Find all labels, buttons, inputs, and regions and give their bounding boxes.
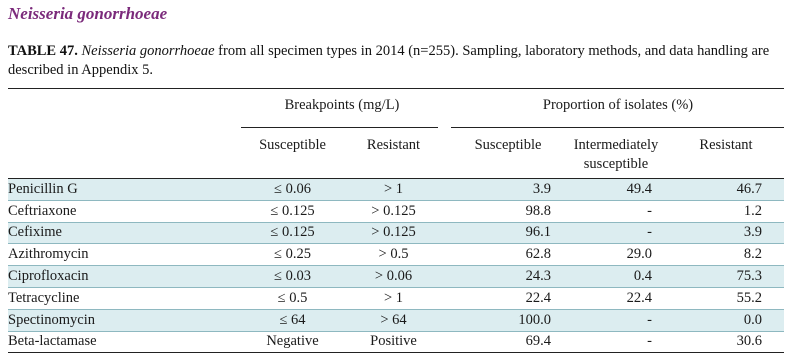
susceptible-value: 3.9	[532, 180, 551, 197]
bp-resistant-value: > 64	[345, 309, 442, 331]
proportion-group-rule	[451, 127, 784, 128]
intermediate-value: -	[647, 224, 652, 241]
bp-resistant-value: > 0.125	[345, 200, 442, 222]
susceptible-value: 62.8	[525, 246, 551, 263]
resistant-value: 75.3	[736, 268, 762, 285]
table-row	[8, 287, 784, 309]
resistance-table	[8, 178, 784, 353]
table-row	[8, 331, 784, 353]
table-row	[8, 222, 784, 244]
p-intermediate-header-line2: susceptible	[583, 156, 649, 172]
bp-susceptible-value: ≤ 64	[240, 309, 345, 331]
intermediate-value: 49.4	[626, 180, 652, 197]
table-row	[8, 200, 784, 222]
antibiotic-name: Spectinomycin	[8, 309, 240, 331]
susceptible-value: 96.1	[525, 224, 551, 241]
susceptible-value: 22.4	[525, 289, 551, 306]
bp-susceptible-value: ≤ 0.5	[240, 287, 345, 309]
table-row	[8, 179, 784, 201]
resistant-value: 0.0	[743, 311, 762, 328]
p-resistant-header: Resistant	[699, 137, 753, 153]
antibiotic-name: Beta-lactamase	[8, 331, 240, 353]
p-susceptible-header: Susceptible	[474, 137, 542, 153]
section-heading: Neisseria gonorrhoeae	[8, 4, 168, 23]
intermediate-value: -	[647, 333, 652, 350]
p-intermediate-header	[558, 137, 674, 173]
caption-label: TABLE 47.	[8, 43, 78, 59]
bp-resistant-value: > 1	[345, 179, 442, 201]
susceptible-value: 100.0	[518, 311, 551, 328]
bp-resistant-value: > 0.5	[345, 244, 442, 266]
table-top-rule	[8, 88, 784, 89]
table-row	[8, 244, 784, 266]
antibiotic-name: Penicillin G	[8, 179, 240, 201]
antibiotic-name: Ciprofloxacin	[8, 266, 240, 288]
intermediate-value: 0.4	[633, 268, 652, 285]
breakpoints-group-rule	[241, 127, 438, 128]
antibiotic-name: Cefixime	[8, 222, 240, 244]
resistant-value: 30.6	[736, 333, 762, 350]
antibiotic-name: Ceftriaxone	[8, 200, 240, 222]
table-row	[8, 266, 784, 288]
bp-susceptible-value: ≤ 0.03	[240, 266, 345, 288]
bp-susceptible-value: ≤ 0.25	[240, 244, 345, 266]
caption-organism: Neisseria gonorrhoeae	[81, 43, 215, 59]
proportion-group-header: Proportion of isolates (%)	[542, 97, 694, 113]
resistant-value: 1.2	[743, 202, 762, 219]
bp-resistant-value: > 0.125	[345, 222, 442, 244]
bp-resistant-value: > 0.06	[345, 266, 442, 288]
bp-susceptible-value: ≤ 0.125	[240, 222, 345, 244]
bp-susceptible-value: Negative	[240, 331, 345, 353]
susceptible-value: 69.4	[525, 333, 551, 350]
intermediate-value: 29.0	[626, 246, 652, 263]
intermediate-value: -	[647, 311, 652, 328]
resistant-value: 3.9	[743, 224, 762, 241]
resistant-value: 55.2	[736, 289, 762, 306]
antibiotic-name: Tetracycline	[8, 287, 240, 309]
bp-susceptible-value: ≤ 0.06	[240, 179, 345, 201]
table-row	[8, 309, 784, 331]
bp-susceptible-header: Susceptible	[259, 137, 326, 153]
susceptible-value: 24.3	[525, 268, 551, 285]
bp-resistant-header: Resistant	[366, 137, 421, 153]
caption-text: from all specimen types in 2014 (n=255). Sampling, laboratory methods, and data handling are described in Appendix 5.	[8, 43, 770, 78]
bp-susceptible-value: ≤ 0.125	[240, 200, 345, 222]
breakpoints-group-header: Breakpoints (mg/L)	[284, 97, 400, 113]
table-caption	[8, 42, 784, 80]
bp-resistant-value: > 1	[345, 287, 442, 309]
intermediate-value: 22.4	[626, 289, 652, 306]
resistant-value: 46.7	[736, 180, 762, 197]
antibiotic-name: Azithromycin	[8, 244, 240, 266]
p-intermediate-header-line1: Intermediately	[573, 137, 659, 153]
intermediate-value: -	[647, 202, 652, 219]
resistant-value: 8.2	[743, 246, 762, 263]
susceptible-value: 98.8	[525, 202, 551, 219]
bp-resistant-value: Positive	[345, 331, 442, 353]
